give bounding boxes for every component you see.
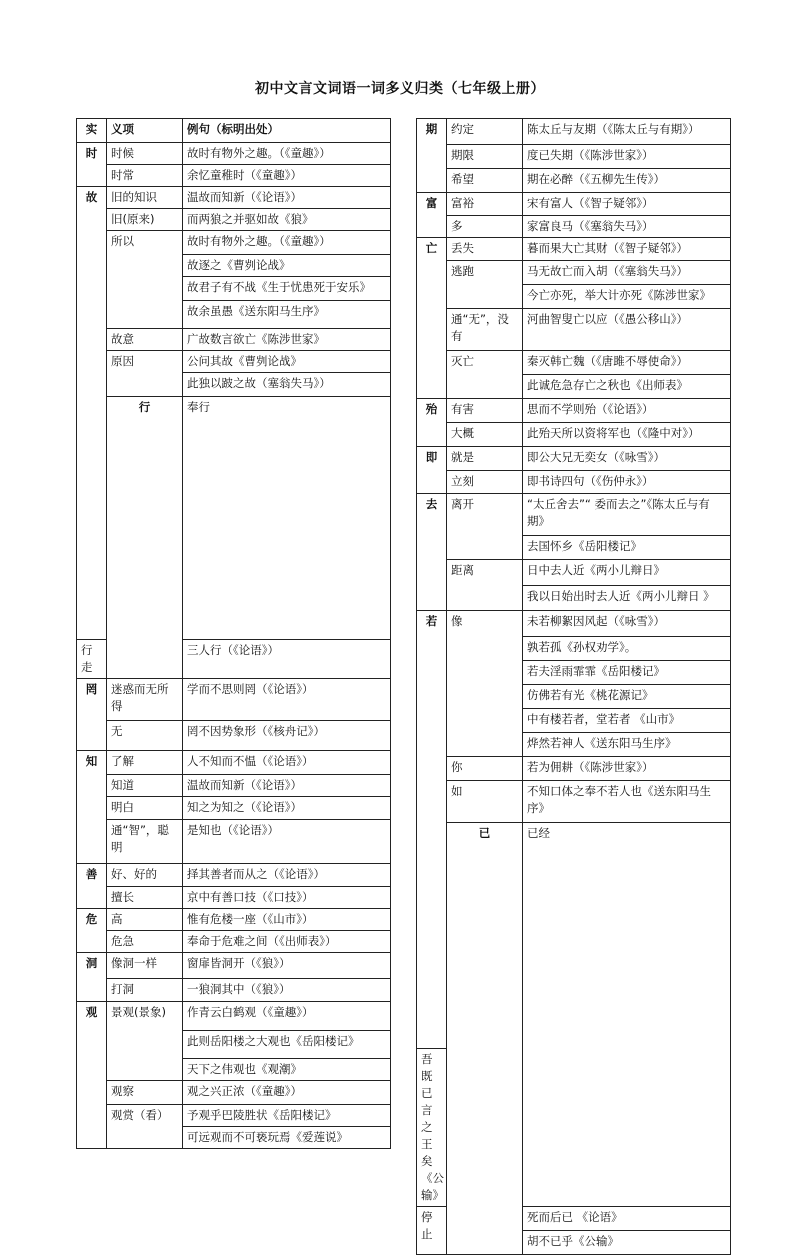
example-cell: 知之为知之（《论语》）	[183, 797, 391, 820]
example-cell: 胡不已乎《公输》	[523, 1231, 731, 1255]
example-cell: 温故而知新（《论语》）	[183, 775, 391, 797]
table-row	[77, 351, 391, 373]
table-row	[417, 423, 731, 447]
example-cell: 窗扉皆洞开（《狼》）	[183, 953, 391, 979]
table-row	[77, 209, 391, 231]
example-cell: 罔不因势象形（《核舟记》）	[183, 721, 391, 751]
example-cell: 观之兴正浓（《童趣》）	[183, 1081, 391, 1105]
table-row	[417, 216, 731, 238]
meaning-cell: 如	[447, 781, 523, 823]
table-row	[77, 397, 391, 640]
example-cell: 故君子有不战《生于忧患死于安乐》	[183, 277, 391, 301]
table-row	[417, 145, 731, 169]
meaning-cell: 旧(原来)	[107, 209, 183, 231]
meaning-cell: 约定	[447, 119, 523, 145]
table-row	[77, 721, 391, 751]
word-cell: 罔	[77, 679, 107, 751]
meaning-cell: 故意	[107, 329, 183, 351]
table-row	[417, 471, 731, 494]
meaning-cell: 行走	[77, 640, 107, 679]
example-cell: 不知口体之奉不若人也《送东阳马生序》	[523, 781, 731, 823]
example-cell: 余忆童稚时（《童趣》）	[183, 165, 391, 187]
word-cell: 若	[417, 611, 447, 1049]
table-row	[77, 329, 391, 351]
word-cell: 故	[77, 187, 107, 640]
meaning-cell: 打洞	[107, 979, 183, 1002]
example-cell: 惟有危楼一座（《山市》）	[183, 909, 391, 931]
header-cell: 例句（标明出处）	[183, 119, 391, 143]
table-row	[77, 231, 391, 255]
example-cell: 一狼洞其中（《狼》）	[183, 979, 391, 1002]
word-cell: 即	[417, 447, 447, 494]
table-row	[77, 143, 391, 165]
table-row	[77, 797, 391, 820]
word-cell: 行	[107, 397, 183, 679]
table-row	[417, 351, 731, 375]
example-cell: 故逐之《曹刿论战》	[183, 255, 391, 277]
meaning-cell: 旧的知识	[107, 187, 183, 209]
example-cell: 故余虽愚《送东阳马生序》	[183, 301, 391, 329]
example-cell: 思而不学则殆（《论语》）	[523, 399, 731, 423]
table-row	[417, 193, 731, 216]
example-cell: 秦灭韩亡魏（《唐雎不辱使命》）	[523, 351, 731, 375]
word-cell: 亡	[417, 238, 447, 399]
meaning-cell: 通“智”，聪明	[107, 820, 183, 864]
meaning-cell: 立刻	[447, 471, 523, 494]
meaning-cell: 停止	[417, 1207, 447, 1255]
meaning-cell: 观察	[107, 1081, 183, 1105]
example-cell: 学而不思则罔（《论语》）	[183, 679, 391, 721]
word-cell: 洞	[77, 953, 107, 1002]
table-row	[417, 309, 731, 351]
example-cell: 此诚危急存亡之秋也《出师表》	[523, 375, 731, 399]
table-row	[417, 611, 731, 637]
example-cell: 马无故亡而入胡（《塞翁失马》）	[523, 261, 731, 285]
example-cell: 天下之伟观也《观潮》	[183, 1059, 391, 1081]
example-cell: 可远观而不可亵玩焉《爱莲说》	[183, 1127, 391, 1149]
meaning-cell: 奉行	[183, 397, 391, 640]
example-cell: “太丘舍去”“ 委而去之”《陈太丘与有期》	[523, 494, 731, 536]
example-cell: 烨然若神人《送东阳马生序》	[523, 733, 731, 757]
example-cell: 此独以跛之故（塞翁失马》）	[183, 373, 391, 397]
example-cell: 京中有善口技（《口技》）	[183, 887, 391, 909]
meaning-cell: 就是	[447, 447, 523, 471]
example-cell: 即公大兄无奕女（《咏雪》）	[523, 447, 731, 471]
example-cell: 故时有物外之趣。（《童趣》）	[183, 231, 391, 255]
example-cell: 日中去人近《两小儿辩日》	[523, 560, 731, 586]
table-row	[417, 494, 731, 536]
meaning-cell: 原因	[107, 351, 183, 397]
meaning-cell: 时候	[107, 143, 183, 165]
meaning-cell: 擅长	[107, 887, 183, 909]
example-cell: 今亡亦死，举大计亦死《陈涉世家》	[523, 285, 731, 309]
meaning-cell: 丢失	[447, 238, 523, 261]
example-cell: 未若柳絮因风起（《咏雪》）	[523, 611, 731, 637]
example-cell: 孰若孤《孙权劝学》。	[523, 637, 731, 661]
meaning-cell: 无	[107, 721, 183, 751]
word-cell: 善	[77, 864, 107, 909]
example-cell: 公问其故《曹刿论战》	[183, 351, 391, 373]
example-cell: 死而后已 《论语》	[523, 1207, 731, 1231]
example-cell: 度已失期（《陈涉世家》）	[523, 145, 731, 169]
table-row	[77, 1105, 391, 1127]
word-cell: 富	[417, 193, 447, 238]
example-cell: 家富良马（《塞翁失马》）	[523, 216, 731, 238]
example-cell: 宋有富人（《智子疑邻》）	[523, 193, 731, 216]
table-row	[77, 1002, 391, 1031]
table-row	[77, 751, 391, 775]
word-cell: 已	[447, 823, 523, 1255]
table-row	[417, 261, 731, 285]
left-table	[76, 118, 391, 1149]
table-row	[417, 560, 731, 586]
meaning-cell: 危急	[107, 931, 183, 953]
right-table	[416, 118, 731, 1255]
meaning-cell: 期限	[447, 145, 523, 169]
table-row	[417, 757, 731, 781]
word-cell: 殆	[417, 399, 447, 447]
example-cell: 故时有物外之趣。（《童趣》）	[183, 143, 391, 165]
meaning-cell: 像洞一样	[107, 953, 183, 979]
meaning-cell: 时常	[107, 165, 183, 187]
example-cell: 温故而知新（《论语》）	[183, 187, 391, 209]
table-row	[77, 931, 391, 953]
meaning-cell: 离开	[447, 494, 523, 560]
table-row	[417, 399, 731, 423]
table-row	[77, 887, 391, 909]
example-cell: 期在必醉（《五柳先生传》）	[523, 169, 731, 193]
table-row	[417, 823, 731, 1049]
table-row	[417, 169, 731, 193]
table-row	[77, 864, 391, 887]
meaning-cell: 好、好的	[107, 864, 183, 887]
example-cell: 吾既已言之王矣《公输》	[417, 1049, 447, 1207]
meaning-cell: 距离	[447, 560, 523, 611]
meaning-cell: 希望	[447, 169, 523, 193]
example-cell: 此则岳阳楼之大观也《岳阳楼记》	[183, 1031, 391, 1059]
example-cell: 此殆天所以资将军也（《隆中对》）	[523, 423, 731, 447]
example-cell: 仿佛若有光《桃花源记》	[523, 685, 731, 709]
example-cell: 择其善者而从之（《论语》）	[183, 864, 391, 887]
meaning-cell: 明白	[107, 797, 183, 820]
meaning-cell: 灭亡	[447, 351, 523, 399]
example-cell: 即书诗四句（《伤仲永》）	[523, 471, 731, 494]
meaning-cell: 大概	[447, 423, 523, 447]
example-cell: 河曲智叟亡以应（《愚公移山》）	[523, 309, 731, 351]
meaning-cell: 逃跑	[447, 261, 523, 309]
word-cell: 危	[77, 909, 107, 953]
example-cell: 奉命于危难之间（《出师表》）	[183, 931, 391, 953]
meaning-cell: 高	[107, 909, 183, 931]
example-cell: 去国怀乡《岳阳楼记》	[523, 536, 731, 560]
meaning-cell: 所以	[107, 231, 183, 329]
table-row	[77, 909, 391, 931]
example-cell: 广故数言欲亡《陈涉世家》	[183, 329, 391, 351]
meaning-cell: 了解	[107, 751, 183, 775]
table-row	[417, 781, 731, 823]
example-cell: 若为佣耕（《陈涉世家》）	[523, 757, 731, 781]
example-cell: 若夫淫雨霏霏《岳阳楼记》	[523, 661, 731, 685]
meaning-cell: 像	[447, 611, 523, 757]
example-cell: 而两狼之并驱如故《狼》	[183, 209, 391, 231]
table-row	[417, 119, 731, 145]
table-row	[77, 979, 391, 1002]
word-cell: 观	[77, 1002, 107, 1149]
table-row	[77, 953, 391, 979]
example-cell: 人不知而不愠（《论语》）	[183, 751, 391, 775]
example-cell: 予观乎巴陵胜状《岳阳楼记》	[183, 1105, 391, 1127]
table-row	[417, 238, 731, 261]
table-row	[417, 447, 731, 471]
header-cell: 义项	[107, 119, 183, 143]
meaning-cell: 迷惑而无所得	[107, 679, 183, 721]
example-cell: 暮而果大亡其财（《智子疑邻》）	[523, 238, 731, 261]
meaning-cell: 多	[447, 216, 523, 238]
page-title: 初中文言文词语一词多义归类（七年级上册）	[255, 81, 545, 97]
meaning-cell: 富裕	[447, 193, 523, 216]
example-cell: 中有楼若者，堂若者 《山市》	[523, 709, 731, 733]
word-cell: 去	[417, 494, 447, 611]
meaning-cell: 景观(景象)	[107, 1002, 183, 1081]
meaning-cell: 通“无”，没有	[447, 309, 523, 351]
example-cell: 我以日始出时去人近《两小儿辩日 》	[523, 586, 731, 611]
example-cell: 作青云白鹤观（《童趣》）	[183, 1002, 391, 1031]
table-row	[77, 820, 391, 864]
meaning-cell: 已经	[523, 823, 731, 1207]
word-cell: 时	[77, 143, 107, 187]
table-row	[77, 679, 391, 721]
meaning-cell: 观赏（看）	[107, 1105, 183, 1149]
meaning-cell: 知道	[107, 775, 183, 797]
table-row	[77, 1081, 391, 1105]
table-row	[77, 165, 391, 187]
table-header-row	[77, 119, 391, 143]
table-row	[77, 187, 391, 209]
meaning-cell: 你	[447, 757, 523, 781]
table-row	[77, 775, 391, 797]
example-cell: 三人行（《论语》）	[183, 640, 391, 679]
word-cell: 知	[77, 751, 107, 864]
word-cell: 期	[417, 119, 447, 193]
example-cell: 是知也（《论语》）	[183, 820, 391, 864]
meaning-cell: 有害	[447, 399, 523, 423]
header-cell: 实	[77, 119, 107, 143]
example-cell: 陈太丘与友期（《陈太丘与有期》）	[523, 119, 731, 145]
